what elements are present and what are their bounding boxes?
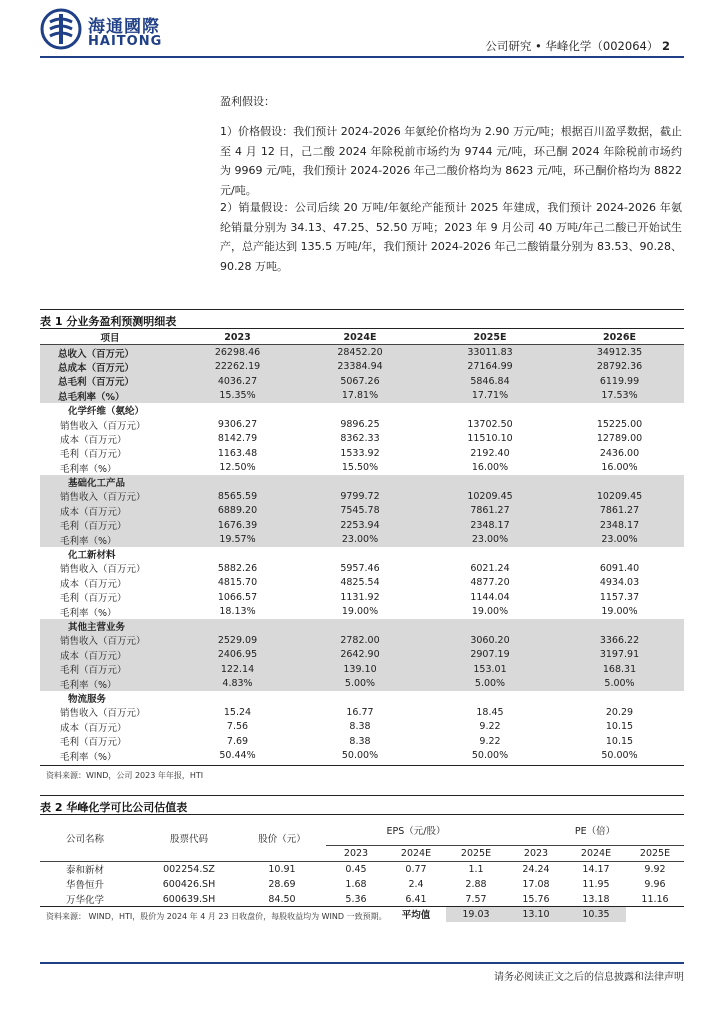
table1-row xyxy=(40,532,684,546)
table1-row-label: 毛利（百万元） xyxy=(60,593,127,605)
table1-cell: 13702.50 xyxy=(467,419,513,431)
table2-title: 表 2 华峰化学可比公司估值表 xyxy=(40,801,188,814)
table1-cell: 23.00% xyxy=(425,532,555,546)
table1-cell: 16.77 xyxy=(346,706,374,718)
table1-cell: 50.44% xyxy=(219,750,256,762)
table1-row-label: 毛利（百万元） xyxy=(40,662,180,676)
header-divider xyxy=(40,56,684,58)
table1-cell: 2348.17 xyxy=(555,518,684,532)
company-name: 华鲁恒升 xyxy=(66,880,105,891)
profit-forecast-table xyxy=(40,330,684,763)
table1-cell: 12.50% xyxy=(219,462,256,474)
table1-cell: 6021.24 xyxy=(470,562,510,574)
table1-cell xyxy=(425,619,555,633)
stock-price: 10.91 xyxy=(268,863,296,875)
table1-cell: 7.69 xyxy=(226,735,249,747)
table1-cell xyxy=(295,691,425,705)
table1-cell: 1144.04 xyxy=(470,591,510,603)
table1-cell: 5846.84 xyxy=(425,374,555,388)
table1-cell: 26298.46 xyxy=(180,345,295,360)
table1-row-label: 总毛利（百万元） xyxy=(40,374,180,388)
table1-row xyxy=(40,403,684,417)
table1-cell xyxy=(555,619,684,633)
table1-cell: 23.00% xyxy=(295,532,425,546)
legal-disclaimer: 请务必阅读正文之后的信息披露和法律声明 xyxy=(494,972,684,983)
table1-row xyxy=(40,633,684,647)
table2-cell: 1.1 xyxy=(468,863,484,875)
table1-row-label: 成本（百万元） xyxy=(60,578,127,590)
table1-row-label: 基础化工产品 xyxy=(40,475,180,489)
page-number: 2 xyxy=(661,39,670,53)
table1-cell: 3197.91 xyxy=(555,648,684,662)
table1-cell: 19.57% xyxy=(180,532,295,546)
table2-row xyxy=(40,877,684,892)
table1-cell: 4036.27 xyxy=(180,374,295,388)
table1-row-label: 销售收入（百万元） xyxy=(60,420,146,432)
table2-year-header: 2023 xyxy=(326,845,386,861)
table1-cell: 9306.27 xyxy=(217,419,258,431)
average-label: 平均值 xyxy=(401,910,431,921)
table1-row-label: 总毛利率（%） xyxy=(40,389,180,403)
report-label: 公司研究 • 华峰化学（002064） xyxy=(485,39,659,53)
table1-cell: 8.38 xyxy=(349,735,371,747)
col-group-pe: PE（倍） xyxy=(506,815,684,845)
table1-cell: 139.10 xyxy=(295,662,425,676)
company-name: 泰和新材 xyxy=(66,865,105,876)
table1-cell: 8362.33 xyxy=(340,433,380,445)
table1-cell: 1131.92 xyxy=(340,591,380,603)
table1-row-label: 毛利（百万元） xyxy=(40,518,180,532)
table1-cell: 2348.17 xyxy=(425,518,555,532)
table1-cell: 2192.40 xyxy=(470,447,510,459)
table2-cell: 1.68 xyxy=(345,878,367,890)
table1-cell: 8.38 xyxy=(349,721,371,733)
table2-cell: 2.4 xyxy=(408,878,424,890)
table2-cell: 5.36 xyxy=(345,893,367,905)
table2-cell: 0.77 xyxy=(405,863,427,875)
table1-cell: 17.81% xyxy=(295,389,425,403)
table1-row xyxy=(40,676,684,690)
table2-cell: 9.92 xyxy=(644,863,666,875)
table1-row-label: 销售收入（百万元） xyxy=(60,564,146,576)
table1-row xyxy=(40,417,684,431)
table1-cell: 50.00% xyxy=(341,750,379,762)
table2-cell: 14.17 xyxy=(582,863,610,875)
table1-row xyxy=(40,374,684,388)
table1-cell xyxy=(180,403,295,417)
table1-cell xyxy=(555,403,684,417)
table1-cell: 6889.20 xyxy=(180,504,295,518)
table2-cell: 6.41 xyxy=(405,893,427,905)
table1-cell xyxy=(180,691,295,705)
table1-cell: 6119.99 xyxy=(555,374,684,388)
table1-cell: 19.00% xyxy=(471,606,509,618)
table1-cell: 2642.90 xyxy=(295,648,425,662)
table1-cell: 5.00% xyxy=(295,676,425,690)
table1-row xyxy=(40,604,684,618)
col-price: 股价（元） xyxy=(238,815,326,861)
table1-cell: 2782.00 xyxy=(295,633,425,647)
table1-cell: 16.00% xyxy=(601,462,638,474)
volume-assumption: 2）销量假设：公司后续 20 万吨/年氨纶产能预计 2025 年建成，我们预计 2024-2026 年氨纶销量分别为 34.13、47.25、52.50 万吨；2023 年 9 月公司 40 万吨/年己二酸已开始试生产，总产能达到 135.5 万吨/年，我们预计 2024-2026 年己二酸销量分别为 83.53、90.28、90.28 万吨。 xyxy=(220,201,682,273)
table1-cell: 9.22 xyxy=(479,721,501,733)
table1-cell: 122.14 xyxy=(180,662,295,676)
table1-row-label: 毛利率（%） xyxy=(40,532,180,546)
stock-price: 28.69 xyxy=(268,878,296,890)
table1-cell: 6091.40 xyxy=(599,562,640,574)
table1-cell xyxy=(180,475,295,489)
table1-cell: 28792.36 xyxy=(555,360,684,374)
table1-cell: 5957.46 xyxy=(340,562,380,574)
table1-row-label: 总成本（百万元） xyxy=(40,360,180,374)
table2-cell: 13.18 xyxy=(582,893,610,905)
table1-cell: 2529.09 xyxy=(180,633,295,647)
table1-row-label: 毛利率（%） xyxy=(60,607,117,619)
table1-cell: 17.53% xyxy=(555,389,684,403)
page-header-label xyxy=(485,38,670,54)
table1-cell: 153.01 xyxy=(425,662,555,676)
table1-row-label: 成本（百万元） xyxy=(60,434,127,446)
table1-row-label: 销售收入（百万元） xyxy=(40,633,180,647)
table2-bottom-rule xyxy=(40,906,684,907)
table1-cell: 4877.20 xyxy=(470,577,510,589)
table2-cell: 11.16 xyxy=(641,893,669,905)
table1-row xyxy=(40,662,684,676)
table1-row xyxy=(40,619,684,633)
table2-year-header: 2024E xyxy=(386,845,446,861)
table1-cell: 2907.19 xyxy=(425,648,555,662)
table1-cell: 16.00% xyxy=(471,462,509,474)
table1-row-label: 毛利（百万元） xyxy=(60,737,127,749)
table1-column-header: 2024E xyxy=(295,330,425,345)
brand-name-en: HAITONG xyxy=(88,34,163,49)
table1-cell: 15.50% xyxy=(341,462,379,474)
table1-row xyxy=(40,734,684,748)
table1-row xyxy=(40,561,684,575)
table1-cell: 19.00% xyxy=(601,606,638,618)
table1-cell xyxy=(555,547,684,561)
table1-row xyxy=(40,705,684,719)
table1-cell xyxy=(295,547,425,561)
table1-cell: 4825.54 xyxy=(340,577,380,589)
table1-cell: 1157.37 xyxy=(599,591,640,603)
table2-year-header: 2024E xyxy=(566,845,626,861)
table1-cell: 9799.72 xyxy=(295,489,425,503)
haitong-logo-icon xyxy=(40,8,82,50)
footer-divider xyxy=(40,962,684,964)
table1-row-label: 物流服务 xyxy=(68,693,107,705)
table1-cell xyxy=(425,547,555,561)
table1-cell xyxy=(180,547,295,561)
table1-row xyxy=(40,748,684,762)
table1-cell xyxy=(555,475,684,489)
table1-row xyxy=(40,432,684,446)
table1-cell xyxy=(180,619,295,633)
average-pe-cell: 13.10 xyxy=(506,907,566,922)
table1-cell xyxy=(425,691,555,705)
price-assumption: 1）价格假设：我们预计 2024-2026 年氨纶价格均为 2.90 万元/吨；根据百川盈孚数据，截止至 4 月 12 日，己二酸 2024 年除税前市场约为 9744 元/吨，环己酮 2024 年除税前市场约为 9969 元/吨，我们预计 2024-2026 年己二酸价格均为 8623 元/吨，环己酮价格均为 8822 元/吨。 xyxy=(220,125,682,197)
table2-cell: 17.08 xyxy=(522,878,550,890)
table2-top-rule xyxy=(40,795,684,796)
table1-cell: 50.00% xyxy=(601,750,638,762)
table1-column-header: 2025E xyxy=(425,330,555,345)
table1-row xyxy=(40,691,684,705)
stock-price: 84.50 xyxy=(268,893,296,905)
table1-title-rule xyxy=(40,328,684,329)
col-group-eps: EPS（元/股） xyxy=(326,815,506,845)
table1-row xyxy=(40,648,684,662)
table1-cell: 2436.00 xyxy=(599,447,640,459)
table1-row xyxy=(40,475,684,489)
table1-cell: 7861.27 xyxy=(555,504,684,518)
table2-year-header: 2025E xyxy=(446,845,506,861)
table1-cell: 28452.20 xyxy=(295,345,425,360)
table1-row-label: 其他主营业务 xyxy=(40,619,180,633)
table1-cell: 8142.79 xyxy=(217,433,258,445)
table1-header-row xyxy=(40,330,684,345)
haitong-logo xyxy=(40,8,190,52)
table1-row xyxy=(40,576,684,590)
table1-row-label: 化工新材料 xyxy=(68,550,116,562)
table1-row xyxy=(40,518,684,532)
table1-cell: 10209.45 xyxy=(555,489,684,503)
table1-cell: 9896.25 xyxy=(340,419,380,431)
table2-year-header: 2025E xyxy=(626,845,684,861)
table1-cell: 8565.59 xyxy=(180,489,295,503)
table1-cell: 50.00% xyxy=(471,750,509,762)
table1-top-rule xyxy=(40,309,684,310)
table1-cell: 15.24 xyxy=(223,706,252,718)
table1-row xyxy=(40,345,684,360)
table1-cell: 7.56 xyxy=(226,721,249,733)
table2-source: 资料来源： WIND，HTI，股价为 2024 年 4 月 23 日收盘价，每股收益均为 WIND 一致预期。 xyxy=(46,912,387,921)
table1-cell: 5.00% xyxy=(425,676,555,690)
table1-cell: 5067.26 xyxy=(295,374,425,388)
table1-row-label: 毛利（百万元） xyxy=(60,449,127,461)
table1-cell: 23384.94 xyxy=(295,360,425,374)
stock-code: 002254.SZ xyxy=(163,863,215,875)
table1-row xyxy=(40,461,684,475)
table1-cell xyxy=(555,691,684,705)
table1-cell: 7861.27 xyxy=(425,504,555,518)
col-company-name: 公司名称 xyxy=(40,815,140,861)
table2-cell: 11.95 xyxy=(582,878,610,890)
table2-cell: 2.88 xyxy=(465,878,487,890)
table1-row-label: 化学纤维（氨纶） xyxy=(68,406,145,418)
table1-cell: 20.29 xyxy=(605,706,634,718)
table1-row-label: 成本（百万元） xyxy=(60,722,127,734)
table1-cell: 19.00% xyxy=(341,606,379,618)
table1-cell: 2406.95 xyxy=(180,648,295,662)
table1-cell: 4.83% xyxy=(180,676,295,690)
table1-cell: 10.15 xyxy=(605,721,634,733)
table1-cell: 3366.22 xyxy=(555,633,684,647)
table1-row xyxy=(40,360,684,374)
table1-cell: 22262.19 xyxy=(180,360,295,374)
table1-cell: 11510.10 xyxy=(467,433,513,445)
table1-cell: 18.45 xyxy=(476,706,504,718)
table1-cell: 12789.00 xyxy=(596,433,643,445)
table1-cell: 4934.03 xyxy=(599,577,640,589)
table1-row-label: 成本（百万元） xyxy=(40,504,180,518)
table1-row xyxy=(40,489,684,503)
table1-cell: 9.22 xyxy=(479,735,501,747)
table1-cell: 15225.00 xyxy=(596,419,643,431)
average-pe-cell: 10.35 xyxy=(566,907,626,922)
table2-year-header: 2023 xyxy=(506,845,566,861)
table1-row-label: 毛利率（%） xyxy=(60,463,117,475)
table2-cell: 0.45 xyxy=(345,863,367,875)
table2-row xyxy=(40,861,684,877)
assumption-title: 盈利假设： xyxy=(220,95,275,108)
table1-column-header: 2026E xyxy=(555,330,684,345)
table1-cell: 17.71% xyxy=(425,389,555,403)
table1-cell: 2253.94 xyxy=(295,518,425,532)
table1-cell xyxy=(295,619,425,633)
average-pe-cell: 19.03 xyxy=(446,907,506,922)
col-stock-code: 股票代码 xyxy=(140,815,238,861)
table1-cell: 1163.48 xyxy=(217,447,258,459)
table1-column-header: 项目 xyxy=(40,330,180,345)
company-name: 万华化学 xyxy=(66,895,105,906)
table1-cell xyxy=(295,475,425,489)
table1-cell: 10209.45 xyxy=(425,489,555,503)
table1-cell: 5882.26 xyxy=(217,562,258,574)
table1-cell: 10.15 xyxy=(605,735,634,747)
table2-cell: 7.57 xyxy=(465,893,487,905)
stock-code: 600426.SH xyxy=(162,878,216,890)
table1-cell: 168.31 xyxy=(555,662,684,676)
table1-cell xyxy=(425,403,555,417)
table2-cell: 9.96 xyxy=(644,878,666,890)
table1-row xyxy=(40,389,684,403)
table1-row xyxy=(40,504,684,518)
table1-row-label: 总收入（百万元） xyxy=(40,345,180,360)
table1-row-label: 毛利率（%） xyxy=(40,676,180,690)
table1-cell: 5.00% xyxy=(555,676,684,690)
table1-cell: 1533.92 xyxy=(340,447,380,459)
table1-cell: 18.13% xyxy=(219,606,256,618)
table1-cell: 3060.20 xyxy=(425,633,555,647)
table1-cell: 34912.35 xyxy=(555,345,684,360)
stock-code: 600639.SH xyxy=(162,893,216,905)
table1-row-label: 销售收入（百万元） xyxy=(40,489,180,503)
table1-title: 表 1 分业务盈利预测明细表 xyxy=(40,315,177,328)
table1-cell xyxy=(295,403,425,417)
table1-row-label: 成本（百万元） xyxy=(40,648,180,662)
table1-row-label: 毛利率（%） xyxy=(60,751,117,763)
table1-column-header: 2023 xyxy=(180,330,295,345)
table1-cell: 23.00% xyxy=(555,532,684,546)
table2-cell: 15.76 xyxy=(522,893,550,905)
table1-cell: 1066.57 xyxy=(217,591,258,603)
table2-cell: 24.24 xyxy=(522,863,550,875)
table2-row xyxy=(40,892,684,907)
table1-cell xyxy=(425,475,555,489)
table1-cell: 4815.70 xyxy=(217,577,258,589)
table1-source: 资料来源：WIND，公司 2023 年年报，HTI xyxy=(46,771,204,780)
table1-bottom-rule xyxy=(40,765,684,766)
table1-row xyxy=(40,547,684,561)
table1-row xyxy=(40,720,684,734)
table1-cell: 27164.99 xyxy=(425,360,555,374)
brand-name-cn: 海通國際 xyxy=(88,17,160,37)
table1-row-label: 销售收入（百万元） xyxy=(60,708,146,720)
table1-cell: 15.35% xyxy=(180,389,295,403)
table1-cell: 7545.78 xyxy=(295,504,425,518)
table1-cell: 33011.83 xyxy=(425,345,555,360)
table1-cell: 1676.39 xyxy=(180,518,295,532)
table1-row xyxy=(40,590,684,604)
table1-row xyxy=(40,446,684,460)
